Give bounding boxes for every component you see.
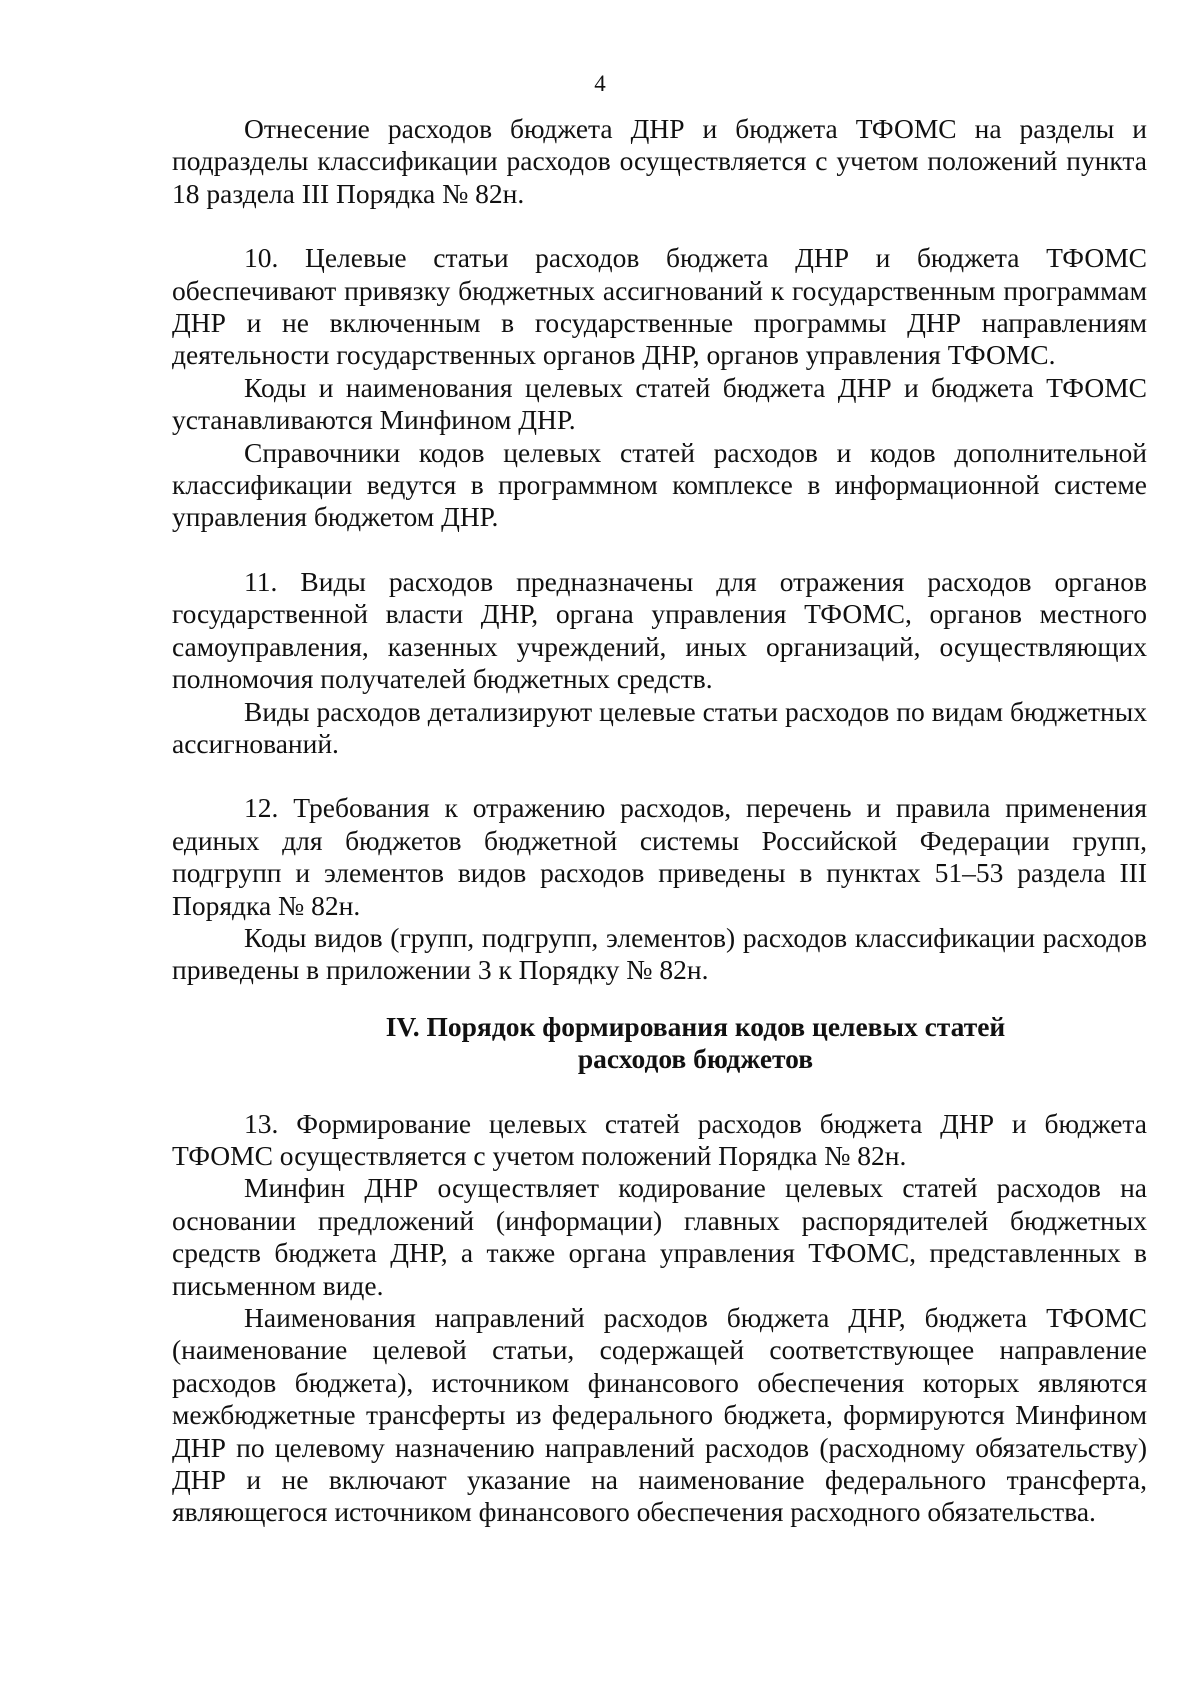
paragraph-item-13: 13. Формирование целевых статей расходов бюджета ДНР и бюджета ТФОМС осуществляется с учетом положений Порядка № 82н. <box>172 1107 1147 1171</box>
page-number: 4 <box>594 71 606 96</box>
paragraph-classification: Отнесение расходов бюджета ДНР и бюджета ТФОМС на разделы и подразделы классификации расходов осуществляется с учетом положений пункта 18 раздела III Порядка № 82н. <box>172 113 1147 209</box>
paragraph-item-12: 12. Требования к отражению расходов, перечень и правила применения единых для бюджетов бюджетной системы Российской Федерации групп, подгрупп и элементов видов расходов приведены в пунктах 51–53 раздела III Порядка № 82н. <box>172 792 1147 921</box>
paragraph-expense-types: Виды расходов детализируют целевые статьи расходов по видам бюджетных ассигнований. <box>172 695 1147 759</box>
paragraph-gap <box>172 1076 1147 1108</box>
section-heading-line-1: IV. Порядок формирования кодов целевых статей <box>385 1010 1006 1042</box>
section-heading <box>172 1011 1147 1076</box>
paragraph-gap <box>172 760 1147 792</box>
paragraph-gap <box>172 534 1147 566</box>
document-body <box>172 113 1147 1529</box>
paragraph-item-11: 11. Виды расходов предназначены для отражения расходов органов государственной власти ДНР, органа управления ТФОМС, органов местного самоуправления, казенных учреждений, иных организаций, осуществляющих полномочия получателей бюджетных средств. <box>172 565 1147 695</box>
paragraph-direction-names: Наименования направлений расходов бюджета ДНР, бюджета ТФОМС (наименование целевой статьи, содержащей соответствующее направление расходов бюджета), источником финансового обеспечения которых являются межбюджетные трансферты из федерального бюджета, формируются Минфином ДНР по целевому назначению направлений расходов (расходному обязательству) ДНР и не включают указание на наименование федерального трансферта, являющегося источником финансового обеспечения расходного обязательства. <box>172 1302 1147 1528</box>
paragraph-item-10: 10. Целевые статьи расходов бюджета ДНР и бюджета ТФОМС обеспечивают привязку бюджетных ассигнований к государственным программам ДНР и не включенным в государственные программы ДНР направлениям деятельности государственных органов ДНР, органов управления ТФОМС. <box>172 242 1147 371</box>
paragraph-gap <box>172 987 1147 1011</box>
paragraph-reference-books: Справочники кодов целевых статей расходов и кодов дополнительной классификации ведутся в программном комплексе в информационной системе управления бюджетом ДНР. <box>172 436 1147 533</box>
paragraph-codes-names: Коды и наименования целевых статей бюджета ДНР и бюджета ТФОМС устанавливаются Минфином ДНР. <box>172 371 1147 436</box>
paragraph-gap <box>172 210 1147 242</box>
section-heading-line-2: расходов бюджетов <box>577 1043 814 1075</box>
paragraph-minfin-coding: Минфин ДНР осуществляет кодирование целевых статей расходов на основании предложений (информации) главных распорядителей бюджетных средств бюджета ДНР, а также органа управления ТФОМС, представленных в письменном виде. <box>172 1172 1147 1301</box>
paragraph-expense-codes: Коды видов (групп, подгрупп, элементов) расходов классификации расходов приведены в приложении 3 к Порядку № 82н. <box>172 921 1147 986</box>
